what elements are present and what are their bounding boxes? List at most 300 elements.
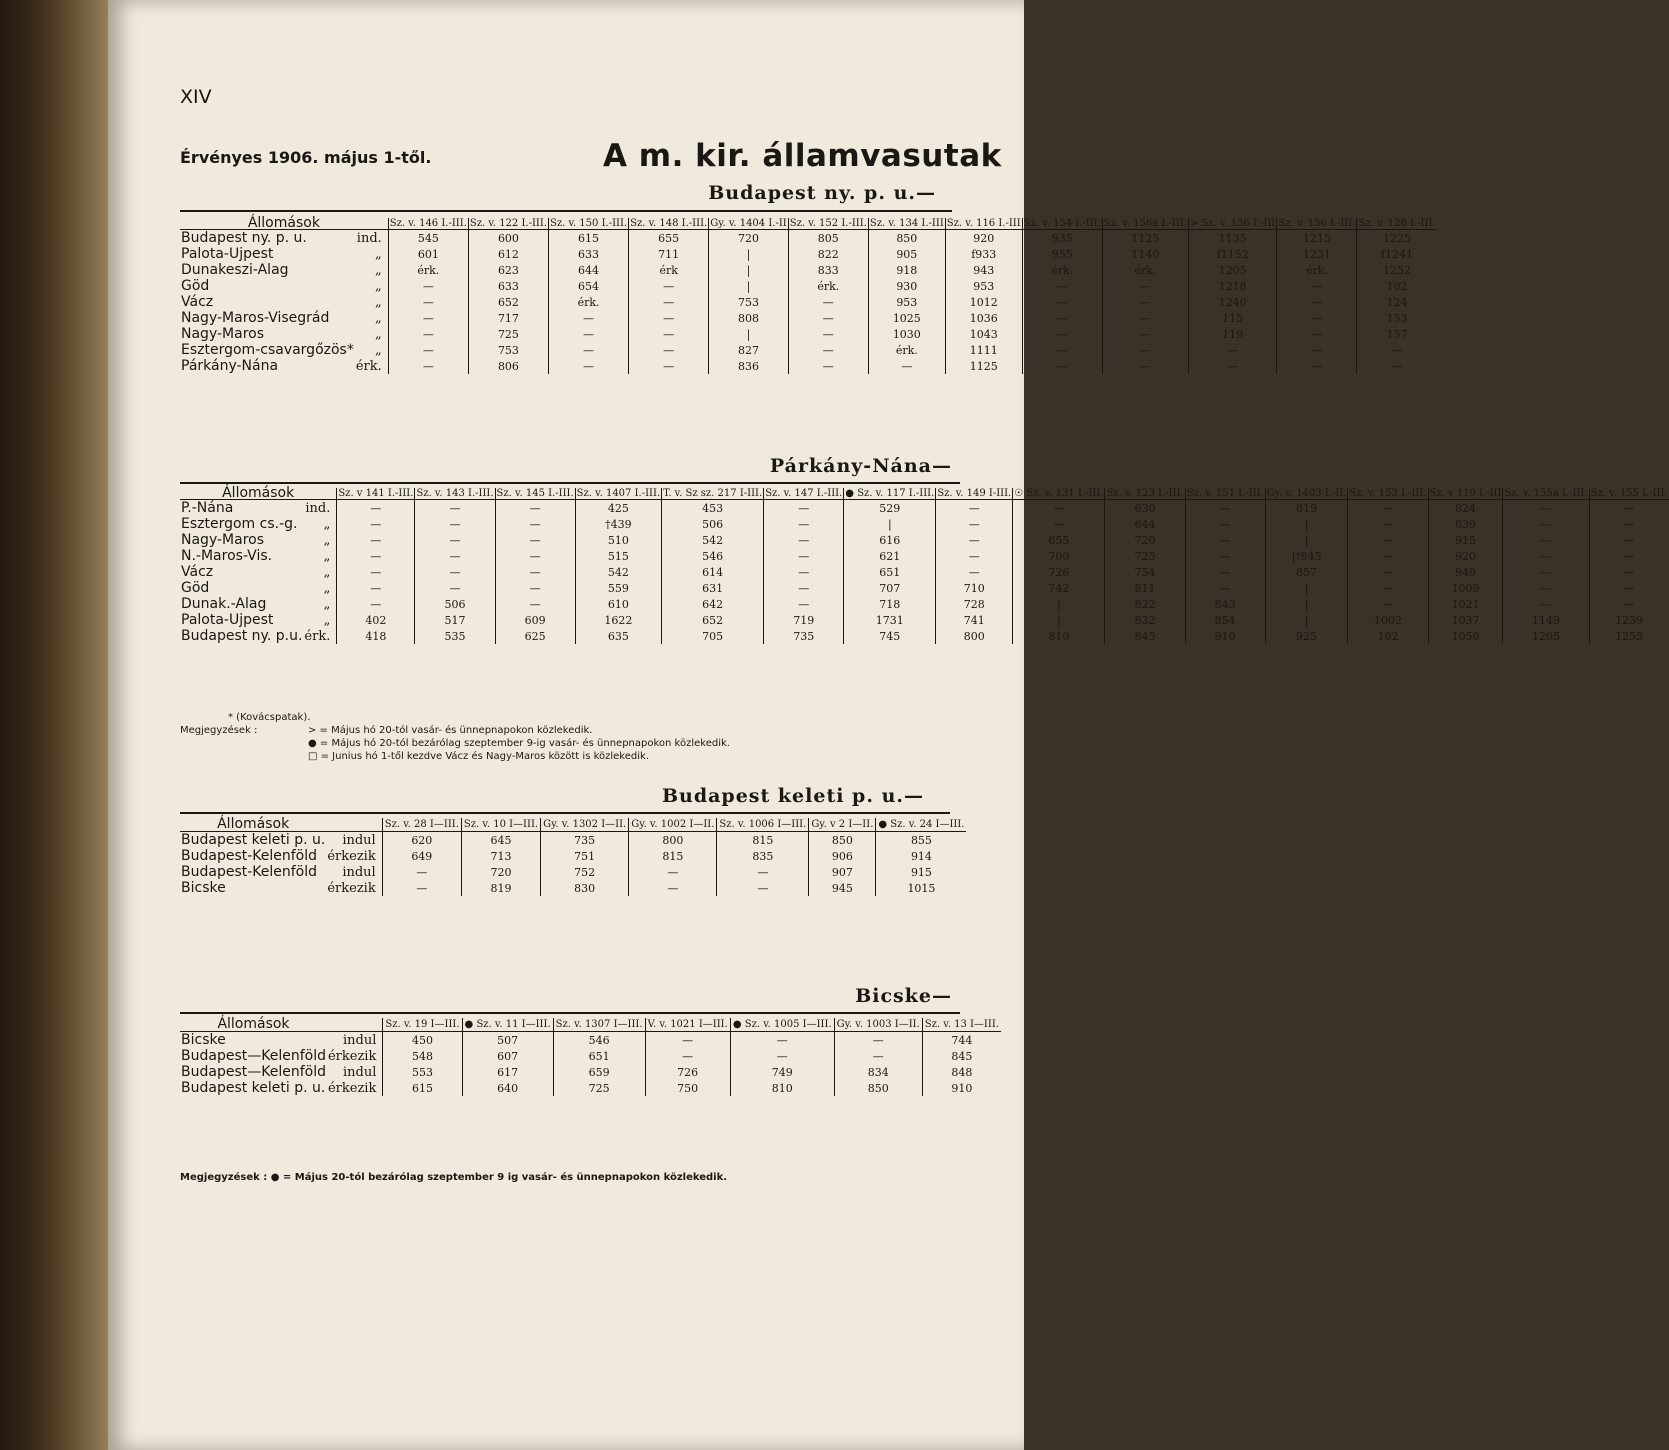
train-time: — [1348,548,1428,564]
train-header: Sz. v. 123 I.-III. [1106,488,1184,499]
train-time: — [629,278,709,294]
train-header: Sz. v 119 I.-III [1429,488,1502,499]
train-time: — [1589,580,1669,596]
train-time: 506 [662,516,764,532]
train-time: 453 [662,500,764,517]
departure-arrival-mark: „ [323,548,331,564]
train-time: 943 [945,262,1022,278]
timetable-row [180,230,1437,247]
train-time: 654 [549,278,629,294]
train-time: 953 [868,294,945,310]
train-time: 616 [844,532,936,548]
train-time: 620 [382,832,461,849]
train-header: Gy. v. 1003 I—II. [834,1018,922,1032]
train-time: 753 [709,294,789,310]
train-time: 153 [1357,310,1437,326]
train-time: — [1013,500,1105,517]
train-time: — [337,564,415,580]
train-time: | [709,278,789,294]
train-header: Sz. v 141 I.-III. [338,488,414,499]
train-time: 1255 [1589,628,1669,644]
train-time: 633 [468,278,548,294]
train-time: 559 [575,580,661,596]
train-time: — [730,1032,834,1049]
route-title-budapest-ny: Budapest ny. p. u.— [708,182,936,204]
timetable-row [180,548,1669,564]
train-time: — [1348,516,1428,532]
train-time: 839 [1428,516,1503,532]
train-time: 1140 [1102,246,1188,262]
departure-arrival-mark: „ [375,342,382,358]
train-time: 810 [1013,628,1105,644]
train-time: f1152 [1188,246,1276,262]
train-time: — [388,326,468,342]
train-header: Gy. v. 1403 I.-II. [1266,488,1347,499]
train-time: — [382,880,461,896]
train-header: Sz. v. 1307 I—III. [553,1018,645,1032]
train-time: 717 [468,310,548,326]
train-time: 542 [662,532,764,548]
timetable-page [108,0,1668,1450]
train-header: Sz. v. 156a I.-III. [1103,218,1187,229]
train-time: — [1277,294,1357,310]
timetable-row [180,564,1669,580]
train-time: — [1102,342,1188,358]
train-time: 615 [383,1080,462,1096]
departure-arrival-mark: érkezik [327,848,376,864]
train-time: 546 [553,1032,645,1049]
station-name: Párkány-Nána [181,357,279,374]
station-name: Nagy-Maros [181,531,264,548]
divider [180,812,950,814]
train-time: — [629,358,709,374]
train-header: ☉ Sz. v. 131 I.-III. [1014,488,1104,499]
train-header: Sz. v. 152 I.-III. [789,218,867,229]
train-time: 843 [1185,596,1265,612]
departure-arrival-mark: érkezik [327,1048,377,1064]
station-name: Bicske [181,1031,226,1048]
station-name: Göd [181,579,210,596]
train-time: — [1348,580,1428,596]
train-time: 719 [764,612,844,628]
train-time: — [549,310,629,326]
departure-arrival-mark: érk. [355,358,382,374]
station-name: Budapest ny. p.u. [181,627,303,644]
train-header: Sz. v. 122 I.-III. [469,218,547,229]
train-time: 910 [1185,628,1265,644]
train-time: — [1589,500,1669,517]
note-1: > = Május hó 20-tól vasár- és ünnepnapokon közlekedik. [308,725,593,736]
train-time: — [1188,358,1276,374]
departure-arrival-mark: érkezik [327,880,376,896]
timetable-row [180,1080,1001,1096]
timetable-row [180,832,966,849]
train-time: 850 [868,230,945,247]
train-time: 835 [717,848,809,864]
train-time: — [337,548,415,564]
train-time: — [834,1048,922,1064]
train-time: — [1185,580,1265,596]
station-header: Állomások [180,488,337,500]
timetable-row [180,262,1437,278]
train-time: 402 [337,612,415,628]
train-time: — [1277,342,1357,358]
train-time: — [388,310,468,326]
train-time: — [415,580,495,596]
train-time: — [834,1032,922,1049]
train-time: — [1348,532,1428,548]
train-time: 1009 [1428,580,1503,596]
train-time: — [1277,278,1357,294]
train-time: 548 [383,1048,462,1064]
departure-arrival-mark: ind. [356,230,382,246]
train-time: 822 [788,246,868,262]
train-time: — [1277,326,1357,342]
departure-arrival-mark: indul [342,1064,377,1080]
train-header: Sz. v. 153 I.-III. [1349,488,1427,499]
train-header: Sz. v. 1407 I.-III. [576,488,661,499]
train-time: — [629,294,709,310]
train-header: Sz. v. 128 I.-III. [1358,218,1436,229]
train-time: 1025 [868,310,945,326]
train-time: 707 [844,580,936,596]
train-time: 857 [1265,564,1348,580]
train-header: Gy. v 2 I—II. [809,818,876,832]
train-time: f1241 [1357,246,1437,262]
timetable-row [180,310,1437,326]
page-number: XIV [180,86,212,108]
train-time: | [1265,612,1348,628]
train-time: 848 [922,1064,1001,1080]
train-time: — [1277,310,1357,326]
train-time: — [1102,358,1188,374]
train-time: 1043 [945,326,1022,342]
train-time: 655 [1013,532,1105,548]
train-time: 1205 [1188,262,1276,278]
train-time: — [1102,310,1188,326]
main-title: A m. kir. államvasutak [603,138,1002,174]
train-time: — [1022,294,1102,310]
train-time: 810 [730,1080,834,1096]
timetable-row [180,1032,1001,1049]
train-time: — [717,880,809,896]
train-time: 614 [662,564,764,580]
train-time: 819 [1265,500,1348,517]
timetable-row [180,500,1669,517]
book-spine [0,0,108,1450]
train-time: 949 [1428,564,1503,580]
train-time: 1037 [1428,612,1503,628]
timetable-row [180,612,1669,628]
train-time: — [629,880,717,896]
train-time: — [495,548,575,564]
departure-arrival-mark: „ [375,262,382,278]
train-time: — [1185,548,1265,564]
train-time: — [1185,564,1265,580]
train-time: 745 [844,628,936,644]
train-time: 806 [468,358,548,374]
station-name: Vácz [181,563,214,580]
train-time: 930 [868,278,945,294]
train-time: 546 [662,548,764,564]
train-time: 800 [936,628,1013,644]
train-time: 920 [1428,548,1503,564]
train-time: — [868,358,945,374]
train-time: — [1022,278,1102,294]
train-time: 800 [629,832,717,849]
train-time: 725 [553,1080,645,1096]
train-time: 1050 [1428,628,1503,644]
station-name: Nagy-Maros [181,325,264,342]
train-time: — [1022,358,1102,374]
train-time: 710 [936,580,1013,596]
departure-arrival-mark: ind. [305,500,331,516]
train-time: — [629,864,717,880]
departure-arrival-mark: „ [323,596,331,612]
train-header: Sz. v. 154 I.-III. [1023,218,1101,229]
train-time: — [388,358,468,374]
timetable-row [180,294,1437,310]
train-time: — [1503,532,1589,548]
train-time: — [629,342,709,358]
timetable-row [180,880,966,896]
train-header: Sz. v. 145 I.-III. [496,488,574,499]
train-time: 644 [549,262,629,278]
station-name: P.-Nána [181,499,234,516]
train-time: 615 [549,230,629,247]
train-time: 854 [1185,612,1265,628]
train-time: — [788,310,868,326]
train-time: 652 [468,294,548,310]
train-time: 535 [415,628,495,644]
train-time: — [1022,342,1102,358]
train-header: Sz. v. 146 I.-III. [389,218,467,229]
train-time: 649 [382,848,461,864]
train-time: — [495,516,575,532]
train-time: 517 [415,612,495,628]
timetable-row [180,516,1669,532]
route-title-budapest-keleti: Budapest keleti p. u.— [661,785,924,807]
station-name: N.-Maros-Vis. [181,547,273,564]
train-time: — [1013,516,1105,532]
train-time: 855 [876,832,967,849]
station-name: Dunak.-Alag [181,595,267,612]
divider [180,1012,960,1014]
train-time: — [495,564,575,580]
train-time: — [388,342,468,358]
departure-arrival-mark: „ [375,278,382,294]
train-time: | [1265,516,1348,532]
train-time: — [764,500,844,517]
train-time: — [730,1048,834,1064]
train-time: — [936,516,1013,532]
train-time: — [1277,358,1357,374]
train-time: — [415,500,495,517]
train-time: 749 [730,1064,834,1080]
train-time: — [1102,278,1188,294]
train-header: Sz. v. 149 I-III. [937,488,1012,499]
timetable-row [180,596,1669,612]
train-time: 617 [462,1064,553,1080]
train-time: 1622 [575,612,661,628]
route-title-parkany-nana: Párkány-Nána— [769,455,952,477]
train-time: |†845 [1265,548,1348,564]
train-header: Gy. v. 1302 I—II. [541,818,629,832]
note-3: □ = Junius hó 1-től kezdve Vácz és Nagy-Maros között is közlekedik. [308,751,649,762]
train-header: V. v. 1021 I—III. [645,1018,730,1032]
train-time: — [717,864,809,880]
train-header: Sz. v. 147 I.-III. [765,488,843,499]
train-time: 845 [922,1048,1001,1064]
train-time: — [645,1048,730,1064]
timetable-parkany-budapest-ny [180,485,1669,644]
departure-arrival-mark: indul [342,832,376,848]
departure-arrival-mark: „ [323,612,331,628]
train-time: — [337,580,415,596]
train-time: 914 [876,848,967,864]
train-time: 711 [629,246,709,262]
train-time: 623 [468,262,548,278]
train-time: érk. [1277,262,1357,278]
train-time: | [1013,596,1105,612]
train-header: Sz. v. 151 I.-III. [1186,488,1264,499]
train-time: 507 [462,1032,553,1049]
train-time: 1021 [1428,596,1503,612]
train-time: 1030 [868,326,945,342]
train-time: 834 [834,1064,922,1080]
train-time: — [1022,326,1102,342]
timetable-row [180,1048,1001,1064]
validity-date: Érvényes 1906. május 1-től. [180,148,432,167]
train-time: 644 [1105,516,1185,532]
train-time: 700 [1013,548,1105,564]
departure-arrival-mark: érk. [304,628,331,644]
train-time: — [549,326,629,342]
station-name: Dunakeszi-Alag [181,261,289,278]
train-time: 752 [541,864,629,880]
train-time: 1731 [844,612,936,628]
timetable-row [180,580,1669,596]
station-name: Göd [181,277,210,294]
train-time: 955 [1022,246,1102,262]
train-time: 1215 [1277,230,1357,247]
train-time: 720 [709,230,789,247]
train-time: 742 [1013,580,1105,596]
train-header: Sz. v. 150 I.-III. [550,218,628,229]
train-time: 945 [809,880,876,896]
train-time: 728 [936,596,1013,612]
train-time: 850 [809,832,876,849]
timetable-row [180,1064,1001,1080]
timetable-row [180,246,1437,262]
train-time: 819 [461,880,540,896]
train-time: érk. [388,262,468,278]
train-time: 510 [575,532,661,548]
train-time: 915 [1428,532,1503,548]
station-name: Palota-Ujpest [181,245,274,262]
train-time: 905 [868,246,945,262]
train-time: — [629,326,709,342]
train-time: 642 [662,596,764,612]
train-time: — [1589,564,1669,580]
train-time: 1149 [1503,612,1589,628]
train-time: — [764,564,844,580]
train-time: 625 [495,628,575,644]
station-name: Budapest—Kelenföld [181,1047,326,1064]
train-time: 1252 [1357,262,1437,278]
train-time: 713 [461,848,540,864]
timetable-row [180,358,1437,374]
train-time: — [764,548,844,564]
train-time: 640 [462,1080,553,1096]
train-time: 115 [1188,310,1276,326]
train-time: — [1503,500,1589,517]
station-name: Palota-Ujpest [181,611,274,628]
train-time: — [764,596,844,612]
train-time: — [1185,500,1265,517]
train-time: 1135 [1188,230,1276,247]
timetable-row [180,342,1437,358]
train-time: 925 [1265,628,1348,644]
divider [180,482,960,484]
train-time: — [1589,516,1669,532]
train-time: — [415,564,495,580]
train-time: 845 [1105,628,1185,644]
train-time: 418 [337,628,415,644]
train-time: 811 [1105,580,1185,596]
train-time: 631 [662,580,764,596]
train-header: Sz. v. 19 I—III. [383,1018,462,1032]
departure-arrival-mark: indul [342,864,376,880]
train-time: 621 [844,548,936,564]
train-time: — [1348,564,1428,580]
train-time: 1239 [1589,612,1669,628]
train-header: Sz. v. 134 I.-III [869,218,944,229]
departure-arrival-mark: „ [323,564,331,580]
note-bicske: Megjegyzések : ● = Május 20-tól bezárólag szeptember 9 ig vasár- és ünnepnapokon közlekedik. [180,1172,728,1183]
train-time: 609 [495,612,575,628]
train-time: 815 [717,832,809,849]
timetable-bicske-budapest-keleti [180,1018,1001,1096]
train-header: Sz. v. 116 I.-III [946,218,1021,229]
footnote-star: * (Kovácspatak). [228,712,311,723]
train-time: — [1348,500,1428,517]
notes-label: Megjegyzések : [180,725,258,736]
train-time: 1012 [945,294,1022,310]
timetable-row [180,848,966,864]
train-header: ● Sz. v. 24 I—III. [876,818,967,832]
timetable-budapest-keleti-bicske [180,818,966,896]
departure-arrival-mark: „ [323,532,331,548]
train-time: 753 [468,342,548,358]
train-time: — [936,548,1013,564]
train-time: — [764,532,844,548]
train-time: — [549,342,629,358]
timetable-row [180,628,1669,644]
train-time: 659 [553,1064,645,1080]
train-header: Sz. v. 28 I—III. [382,818,461,832]
departure-arrival-mark: „ [323,516,331,532]
train-time: — [495,500,575,517]
departure-arrival-mark: indul [342,1032,377,1048]
train-time: 720 [461,864,540,880]
train-time: 157 [1357,326,1437,342]
train-time: — [337,532,415,548]
train-time: — [788,358,868,374]
train-time: 918 [868,262,945,278]
train-time: 725 [1105,548,1185,564]
train-time: 651 [553,1048,645,1064]
